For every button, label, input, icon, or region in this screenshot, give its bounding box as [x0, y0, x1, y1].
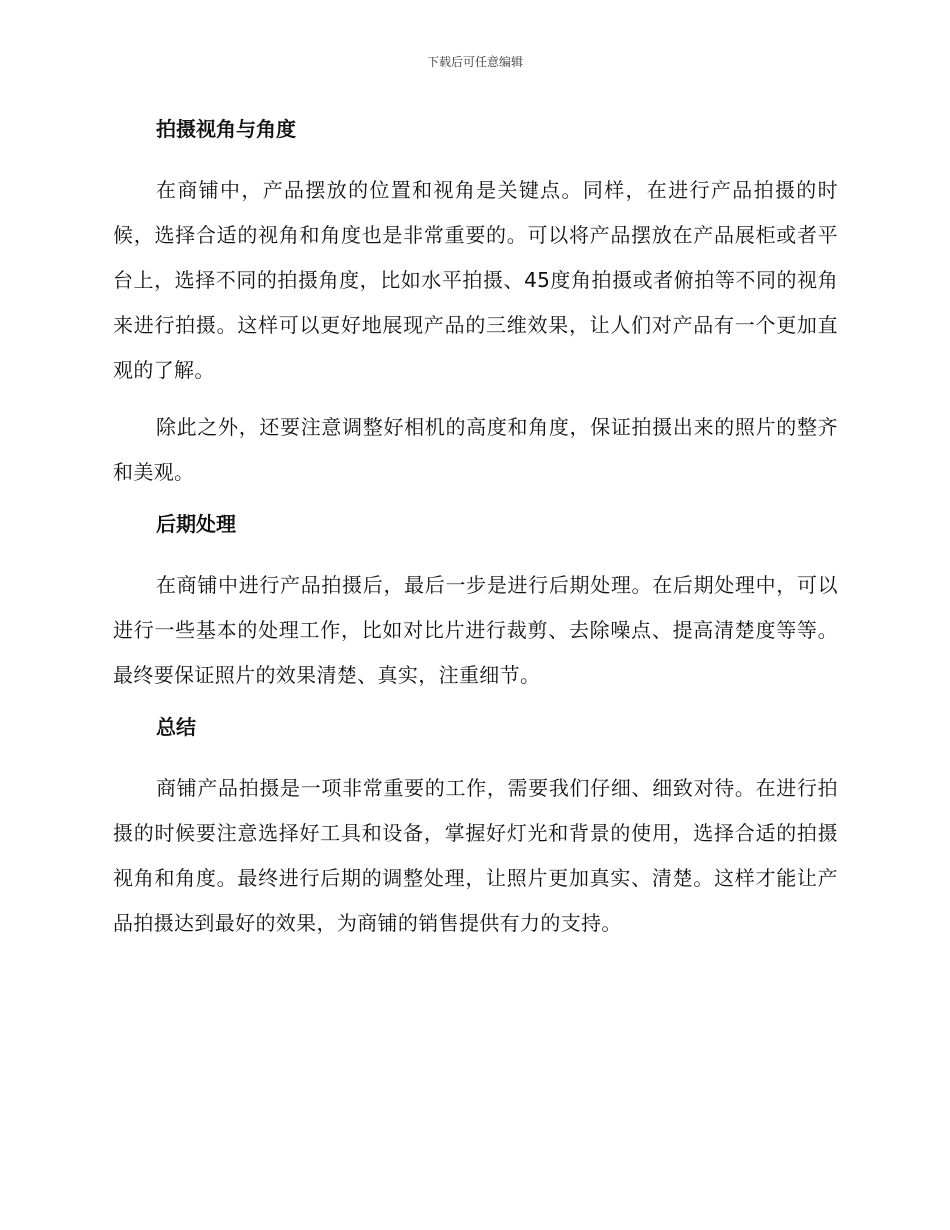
- header-note: 下载后可任意编辑: [426, 55, 523, 69]
- paragraph: 除此之外，还要注意调整好相机的高度和角度，保证拍摄出来的照片的整齐和美观。: [113, 415, 838, 484]
- document-body: [113, 112, 838, 946]
- paragraph: 在商铺中进行产品拍摄后，最后一步是进行后期处理。在后期处理中，可以进行一些基本的处理工作，比如对比片进行裁剪、去除噪点、提高清楚度等等。最终要保证照片的效果清楚、真实，注重细节。: [113, 573, 838, 687]
- section-title-viewing-angle: 拍摄视角与角度: [156, 117, 296, 141]
- paragraph: 在商铺中，产品摆放的位置和视角是关键点。同样，在进行产品拍摄的时候，选择合适的视角和角度也是非常重要的。可以将产品摆放在产品展柜或者平台上，选择不同的拍摄角度，比如水平拍摄、45度角拍摄或者俯拍等不同的视角来进行拍摄。这样可以更好地展现产品的三维效果，让人们对产品有一个更加直观的了解。: [113, 178, 838, 382]
- paragraph: 商铺产品拍摄是一项非常重要的工作，需要我们仔细、细致对待。在进行拍摄的时候要注意选择好工具和设备，掌握好灯光和背景的使用，选择合适的拍摄视角和角度。最终进行后期的调整处理，让照片更加真实、清楚。这样才能让产品拍摄达到最好的效果，为商铺的销售提供有力的支持。: [113, 776, 838, 935]
- section-title-summary: 总结: [156, 715, 196, 739]
- section-title-post-processing: 后期处理: [156, 512, 236, 536]
